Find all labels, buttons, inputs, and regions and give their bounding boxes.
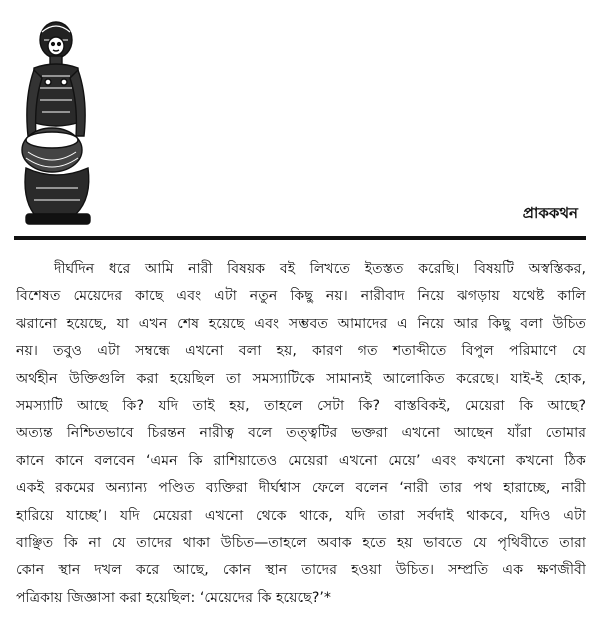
text-line: অত্যন্ত নিশ্চিতভাবে চিরন্তন নারীত্ব বলে তত্ত্বটির ভক্তরা এখনো আছেন যাঁরা তোমার (16, 425, 586, 442)
text-line: সমস্যাটি আছে কি? যদি তাই হয়, তাহলে সেটা কি? বাস্তবিকই, মেয়েরা কি আছে? (16, 398, 586, 415)
text-line: একই রকমের অন্যান্য পণ্ডিত ব্যক্তিরা দীর্ঘশ্বাস ফেলে বলেন ‘নারী তার পথ হারাচ্ছে, নারী (16, 480, 586, 497)
seated-figure-illustration (12, 18, 98, 230)
heading-divider (14, 236, 586, 240)
text-line: বাঞ্ছিত কি না যে তাদের থাকা উচিত—তাহলে অবাক হতে হয় ভাবতে যে পৃথিবীতে তারা (16, 535, 586, 552)
text-line: বিশেষত মেয়েদের কাছে এবং এটা নতুন কিছু নয়। নারীবাদ নিয়ে ঝগড়ায় যথেষ্ট কালি (16, 288, 586, 305)
text-line: নয়। তবুও এটা সম্বন্ধে এখনো বলা হয়, কারণ গত শতাব্দীতে বিপুল পরিমাণে যে (16, 343, 586, 360)
text-line: কানে কানে বলবেন ‘এমন কি রাশিয়াতেও মেয়েরা এখনো মেয়ে’ এবং কখনো কখনো ঠিক (16, 452, 586, 469)
text-line: দীর্ঘদিন ধরে আমি নারী বিষয়ক বই লিখতে ইতস্তত করেছি। বিষয়টি অস্বস্তিকর, (54, 261, 586, 277)
text-line: অর্থহীন উক্তিগুলি করা হয়েছিল তা সমস্যাটিকে সামান্যই আলোকিত করেছে। যাই-ই হোক, (16, 370, 586, 387)
text-line: কোন স্থান দখল করে আছে, কোন স্থান তাদের হওয়া উচিত। সম্প্রতি এক ক্ষণজীবী (16, 562, 586, 579)
text-line: ঝরানো হয়েছে, যা এখন শেষ হয়েছে এবং সম্ভবত আমাদের এ নিয়ে আর কিছু বলা উচিত (16, 315, 586, 332)
text-line: হারিয়ে যাচ্ছে’। যদি মেয়েরা এখনো থেকে থাকে, যদি তারা সর্বদাই থাকবে, যদিও এটা (16, 507, 586, 524)
chapter-heading: প্রাককথন (522, 204, 578, 222)
text-line: পত্রিকায় জিজ্ঞাসা করা হয়েছিল: ‘মেয়েদের কি হয়েছে?’* (16, 589, 331, 606)
preface-paragraph (16, 256, 586, 612)
